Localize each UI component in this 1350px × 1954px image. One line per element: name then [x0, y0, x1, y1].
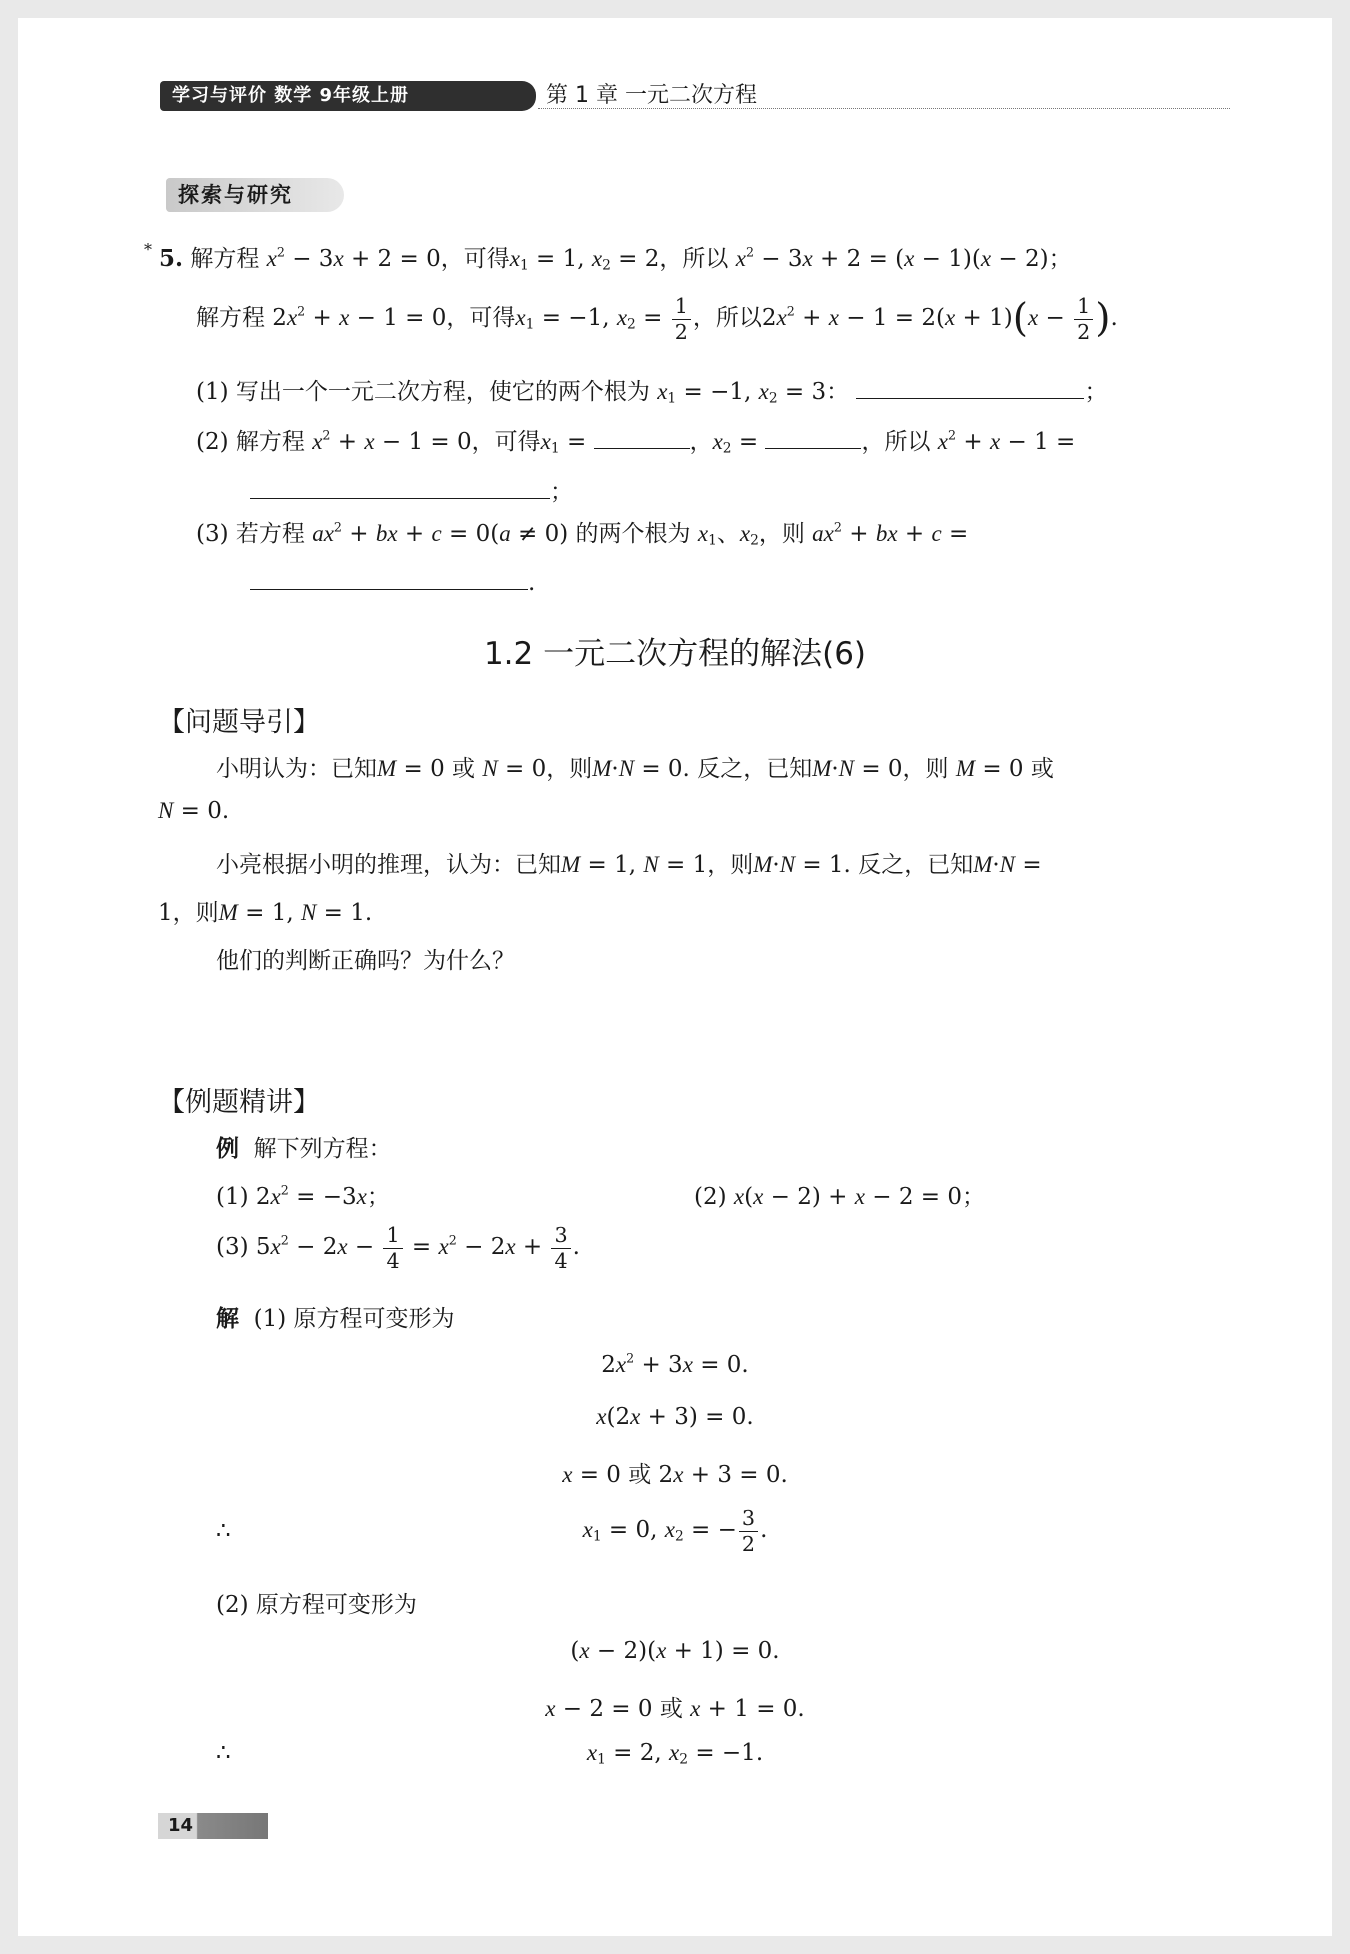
text: (1) 原方程可变形为	[253, 1306, 455, 1332]
text: (1) 写出一个一元二次方程，使它的两个根为	[196, 379, 650, 405]
solution-2-intro: (2) 原方程可变形为	[216, 1592, 417, 1618]
guide-para-1: 小明认为：已知M = 0 或 N = 0，则M·N = 0. 反之，已知M·N = 0，则 M = 0 或	[216, 756, 1054, 782]
star-marker: *	[144, 240, 152, 259]
guide-para-2: 小亮根据小明的推理，认为：已知M = 1, N = 1，则M·N = 1. 反之，已知M·N =	[216, 852, 1042, 878]
solution-1-step-1: $2x^2 + 3x = 0$.	[601, 1350, 749, 1378]
fraction: $\frac{3}{4}$	[551, 1225, 570, 1271]
solution-1-intro	[216, 1300, 455, 1333]
text: 或	[659, 1696, 683, 1722]
example-eq-1: (1) $2x^2 = -3x$；	[216, 1182, 390, 1210]
book-series-badge: 学习与评价 数学 9年级上册	[160, 81, 536, 111]
text: 所以	[682, 246, 729, 272]
fraction: $\frac{1}{2}$	[1074, 296, 1093, 342]
chapter-title: 第 1 章 一元二次方程	[546, 83, 757, 108]
fraction: $\frac{3}{2}$	[739, 1508, 758, 1554]
text: 小明认为：已知	[216, 756, 377, 782]
example-eq-3: (3) $5x^2 - 2x$ − $\frac{1}{4}$ = $x^2 - 2x$ + $\frac{3}{4}$ .	[216, 1223, 580, 1273]
guide-para-2-cont: 1，则M = 1, N = 1.	[158, 900, 373, 926]
example-label: 例	[216, 1135, 239, 1162]
text: 小亮根据小明的推理，认为：已知	[216, 852, 561, 878]
text: 解方程	[196, 305, 265, 332]
answer-blank-general[interactable]	[250, 566, 528, 590]
text: 反之，已知	[697, 756, 813, 782]
solution-1-step-2: x(2x + 3) = 0.	[596, 1404, 754, 1430]
fraction: $\frac{1}{4}$	[383, 1225, 402, 1271]
text: ，则	[758, 521, 805, 547]
text: (2) 解方程	[196, 429, 305, 455]
section-banner: 探索与研究	[166, 178, 344, 212]
text: 或	[452, 756, 476, 782]
answer-blank-factor[interactable]	[250, 475, 550, 499]
text: (3) 若方程	[196, 521, 305, 547]
text: ，则	[546, 756, 593, 782]
text: ，可得	[446, 305, 516, 332]
solution-2-step-1: (x − 2)(x + 1) = 0.	[570, 1638, 780, 1664]
problem-5-line-1: 5. 解方程 $x^2 - 3x + 2 = 0$，可得$x_1 = 1$, $x_2 = 2$，所以 $x^2 - 3x + 2 = (x - 1)(x - 2)$；	[159, 244, 1072, 274]
question-2-line-2: ；	[250, 473, 573, 506]
answer-blank-1[interactable]	[856, 375, 1084, 399]
question-3-line-2: .	[250, 566, 535, 596]
solution-1-answer: $x_1 = 0$, $x_2$ = − $\frac{3}{2}$ .	[582, 1506, 768, 1556]
text: ，可得	[440, 246, 510, 272]
question-2: (2) 解方程 $x^2 + x - 1 = 0$，可得$x_1$ = ，$x_2$ = ，所以 $x^2 + x - 1$ =	[196, 423, 1075, 456]
text: 所以	[715, 305, 762, 332]
text: 反之，已知	[858, 852, 974, 878]
solution-2-step-2: x − 2 = 0 或 x + 1 = 0.	[545, 1696, 805, 1722]
text: 解方程	[190, 246, 260, 272]
therefore-symbol: ∴	[216, 1518, 231, 1544]
text: ，所以	[861, 429, 931, 455]
page-number: 14	[158, 1813, 268, 1839]
problem-5-line-2: 解方程 $2x^2 + x - 1 = 0$，可得$x_1 = -1$, $x_2$ = $\frac{1}{2}$ ，所以$2x^2 + x - 1 = 2(x + 1)(x$ − $\frac{1}{2}$ ).	[196, 294, 1118, 344]
guide-question: 他们的判断正确吗？为什么？	[216, 948, 515, 974]
header-divider	[538, 108, 1230, 109]
problem-guide-heading: 【问题导引】	[158, 707, 320, 738]
answer-blank-x1[interactable]	[594, 425, 690, 449]
solution-1-step-3: x = 0 或 2x + 3 = 0.	[562, 1462, 788, 1488]
fraction: $\frac{1}{2}$	[672, 296, 691, 342]
example-eq-2: (2) x(x − 2) + x − 2 = 0；	[694, 1184, 985, 1210]
problem-number: 5.	[159, 245, 184, 272]
guide-para-1-cont: N = 0.	[158, 798, 230, 824]
text: ，则	[707, 852, 754, 878]
example-intro	[216, 1130, 392, 1163]
question-1: (1) 写出一个一元二次方程，使它的两个根为 $x_1 = -1$, $x_2 = 3$： ；	[196, 373, 1107, 406]
text: 解下列方程：	[253, 1136, 392, 1162]
therefore-symbol-2: ∴	[216, 1740, 231, 1766]
textbook-page	[18, 18, 1332, 1936]
solution-label: 解	[216, 1305, 239, 1332]
lesson-title: 1.2 一元二次方程的解法(6)	[483, 636, 867, 672]
question-3: (3) 若方程 $ax^2$ + bx + c = 0(a ≠ 0) 的两个根为 $x_1$、$x_2$，则 $ax^2$ + bx + c =	[196, 519, 969, 549]
solution-2-answer: $x_1 = 2$, $x_2 = -1$.	[586, 1740, 764, 1768]
text: ，可得	[471, 429, 541, 455]
text: 的两个根为	[575, 521, 691, 547]
answer-blank-x2[interactable]	[765, 425, 861, 449]
examples-heading: 【例题精讲】	[158, 1087, 320, 1118]
text: 或	[628, 1462, 652, 1488]
